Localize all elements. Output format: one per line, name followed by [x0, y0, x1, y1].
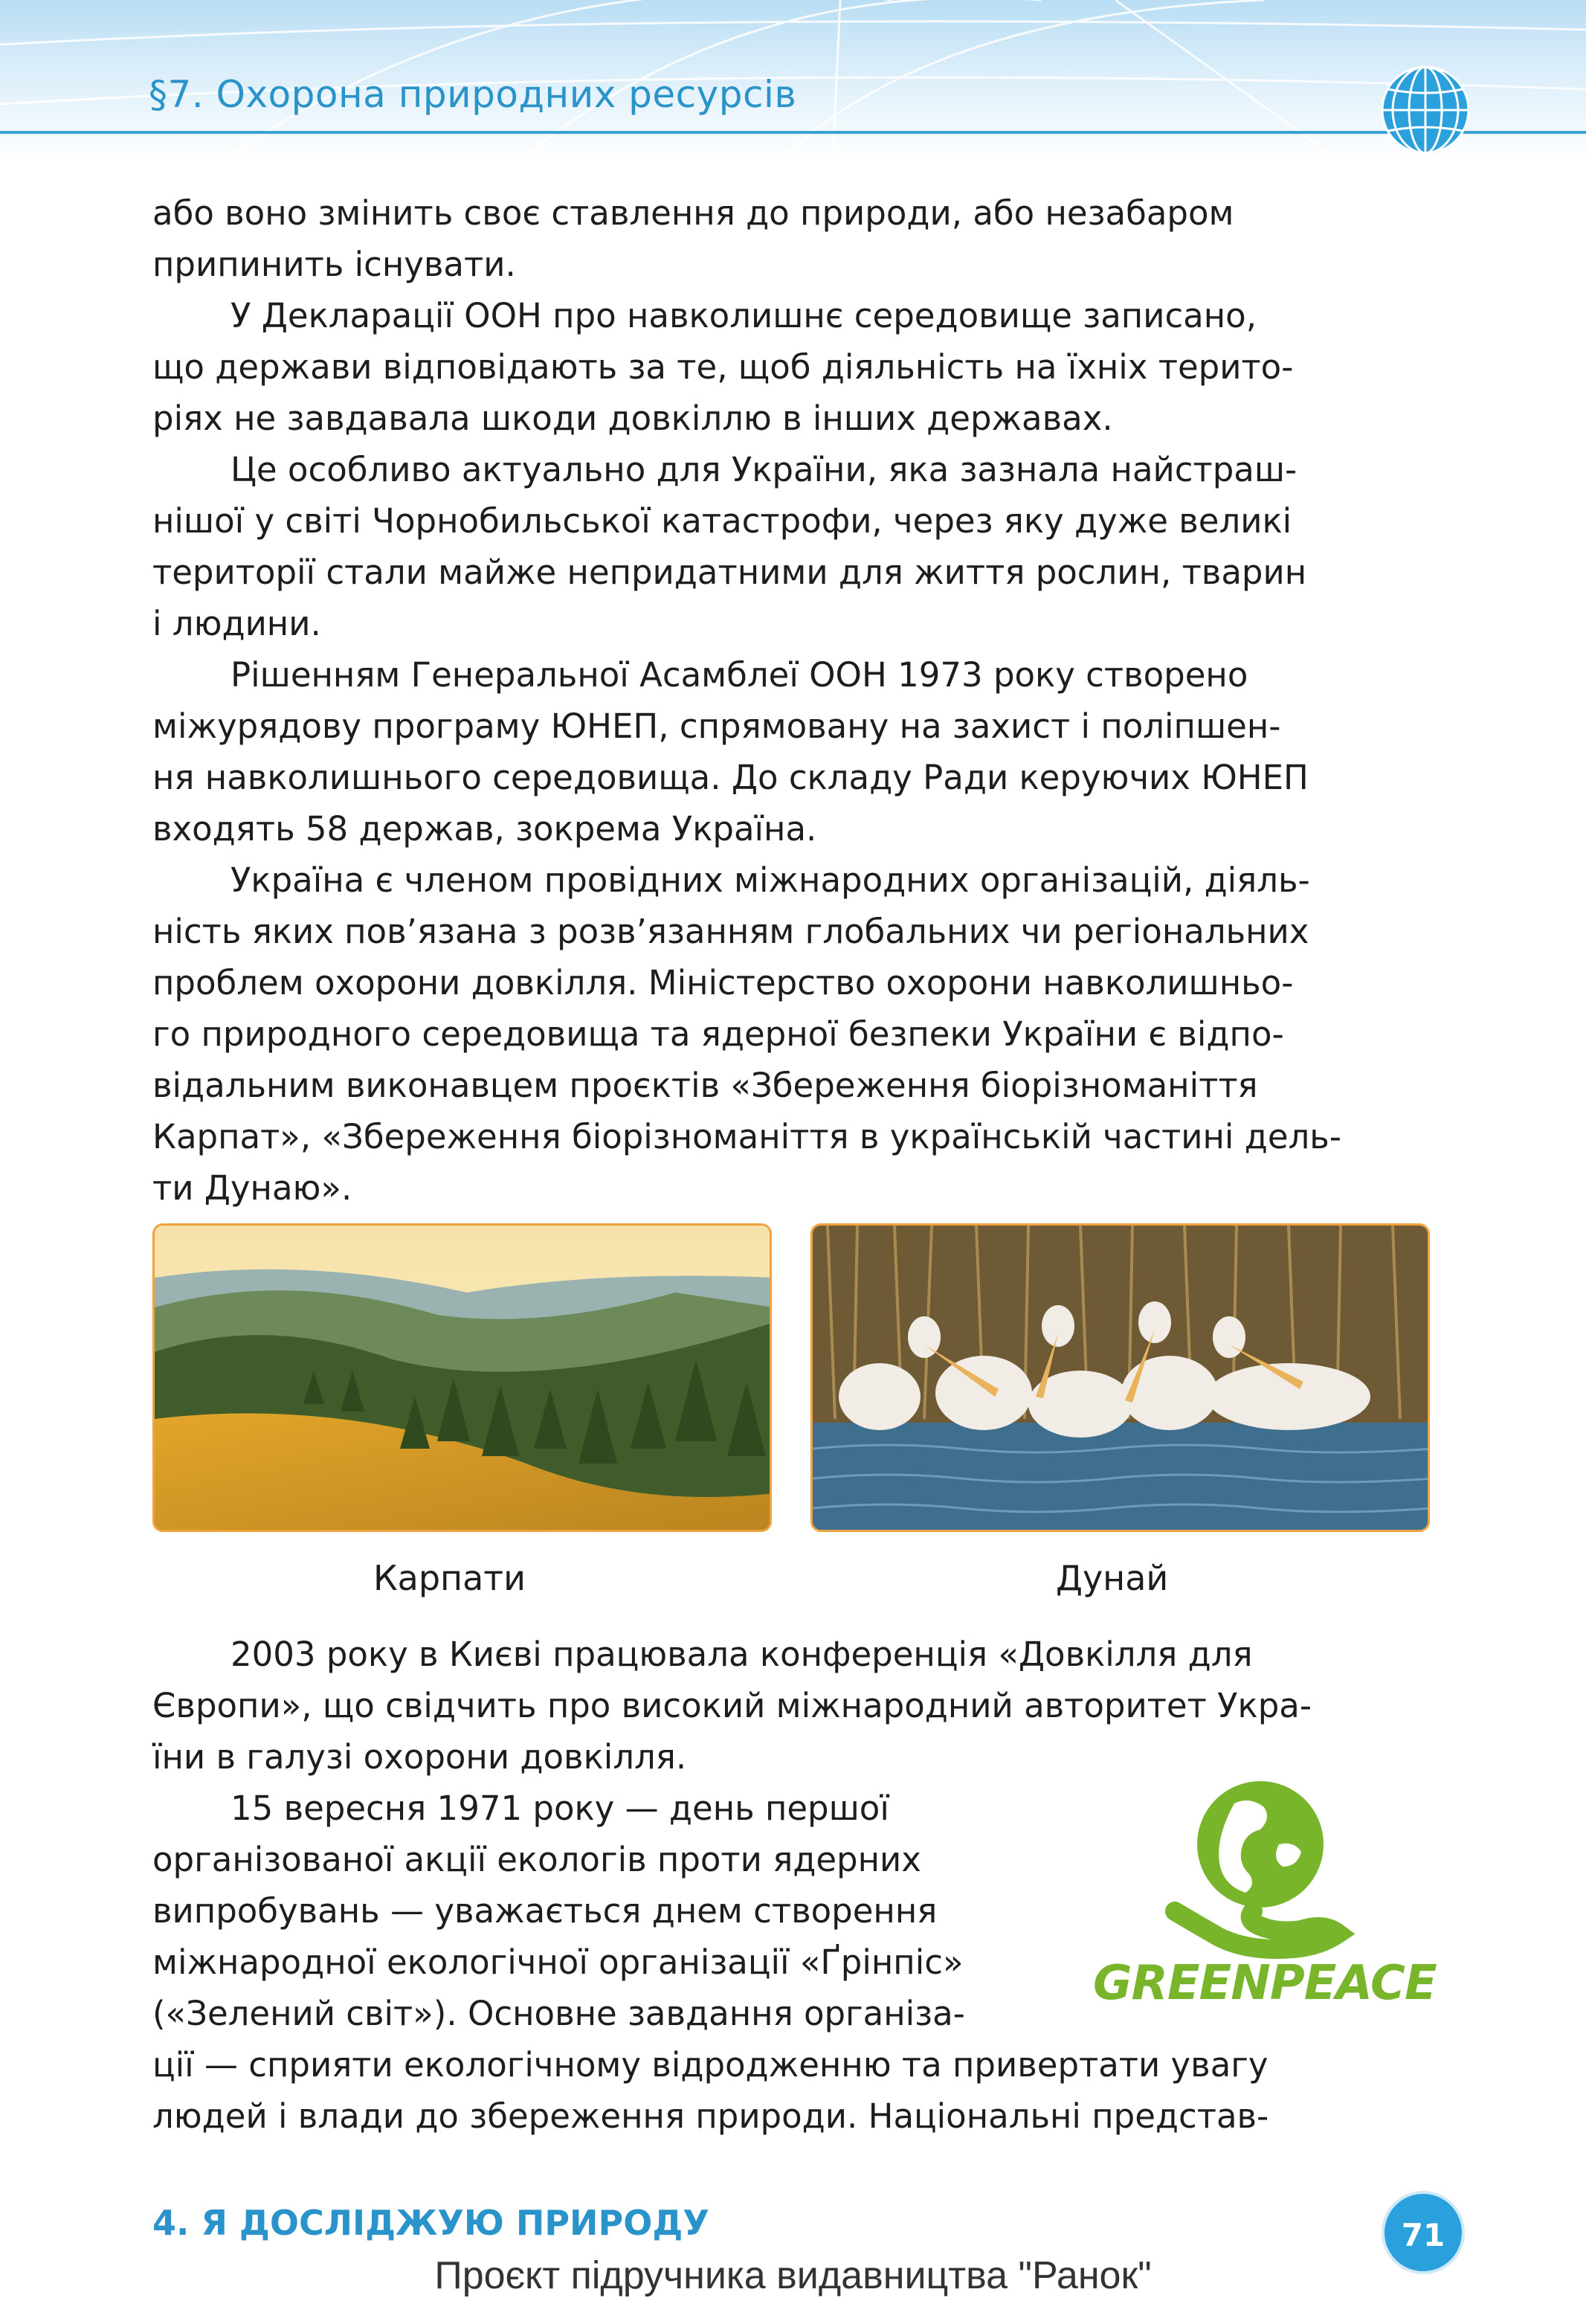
paragraph-7 — [152, 1783, 1060, 2039]
paragraph-3 — [152, 444, 1430, 649]
paragraph-4 — [152, 649, 1430, 854]
text-line: входять 58 держав, зокрема Україна. — [152, 809, 817, 849]
text-line: відальним виконавцем проєктів «Збереження біорізноманіття — [152, 1066, 1258, 1105]
text-line: ріях не завдавала шкоди довкіллю в інших державах. — [152, 399, 1113, 438]
paragraph-6 — [152, 1629, 1430, 1783]
text-line: ня навколишнього середовища. До складу Ради керуючих ЮНЕП — [152, 758, 1309, 797]
footer-section-title: 4. Я ДОСЛІДЖУЮ ПРИРОДУ — [152, 2203, 709, 2243]
text-line: ції — сприяти екологічному відродженню та привертати увагу — [152, 2045, 1269, 2085]
paragraph-1 — [152, 187, 1430, 290]
text-line: Рішенням Генеральної Асамблеї ООН 1973 року створено — [231, 655, 1248, 695]
text-line: Карпат», «Збереження біорізноманіття в українській частині дель- — [152, 1117, 1342, 1156]
carpathians-photo — [152, 1223, 772, 1532]
carpathians-caption: Карпати — [373, 1558, 526, 1598]
section-title: §7. Охорона природних ресурсів — [149, 73, 797, 116]
greenpeace-logo-text: GREENPEACE — [1093, 1956, 1437, 2011]
footer-project-note: Проєкт підручника видавництва "Ранок" — [434, 2254, 1152, 2297]
text-line: Європи», що свідчить про високий міжнародний авторитет Укра- — [152, 1686, 1312, 1725]
text-line: території стали майже непридатними для життя рослин, тварин — [152, 553, 1307, 592]
text-line: ти Дунаю». — [152, 1168, 352, 1208]
danube-photo — [810, 1223, 1430, 1532]
text-line: Це особливо актуально для України, яка зазнала найстраш- — [231, 450, 1298, 489]
text-line: Україна є членом провідних міжнародних організацій, діяль- — [231, 860, 1310, 900]
text-line: що держави відповідають за те, щоб діяльність на їхніх терито- — [152, 347, 1294, 387]
danube-caption: Дунай — [1056, 1558, 1169, 1598]
text-line: припинить існувати. — [152, 245, 516, 284]
text-line: і людини. — [152, 604, 321, 643]
text-line: людей і влади до збереження природи. Національні представ- — [152, 2096, 1269, 2136]
header-rule — [0, 131, 1586, 134]
text-line: 2003 року в Києві працювала конференція «Довкілля для — [231, 1635, 1253, 1674]
text-line: нішої у світі Чорнобильської катастрофи, через яку дуже великі — [152, 501, 1292, 541]
page-number: 71 — [1382, 2191, 1465, 2274]
text-line: проблем охорони довкілля. Міністерство охорони навколишньо- — [152, 963, 1294, 1002]
globe-icon — [1379, 64, 1471, 156]
text-line: У Декларації ООН про навколишнє середовище записано, — [231, 296, 1257, 335]
page-header — [0, 0, 1586, 160]
text-line: їни в галузі охорони довкілля. — [152, 1737, 687, 1777]
text-line: ність яких пов’язана з розв’язанням глобальних чи регіональних — [152, 912, 1309, 951]
text-line: 15 вересня 1971 року — день першої — [231, 1789, 889, 1828]
text-line: міжнародної екологічної організації «Ґрінпіс» — [152, 1942, 964, 1982]
text-line: («Зелений світ»). Основне завдання організа- — [152, 1994, 965, 2033]
pelicans-image — [813, 1226, 1430, 1532]
text-line: випробувань — уважається днем створення — [152, 1891, 938, 1931]
paragraph-5 — [152, 854, 1430, 1214]
text-line: або воно змінить своє ставлення до природи, або незабаром — [152, 193, 1234, 233]
text-line: організованої акції екологів проти ядерних — [152, 1840, 921, 1879]
text-line: го природного середовища та ядерної безпеки України є відпо- — [152, 1014, 1284, 1054]
paragraph-7-continued — [152, 2039, 1430, 2142]
paragraph-2 — [152, 290, 1430, 444]
text-line: міжурядову програму ЮНЕП, спрямовану на захист і поліпшен- — [152, 706, 1281, 746]
mountain-landscape-image — [155, 1226, 772, 1532]
